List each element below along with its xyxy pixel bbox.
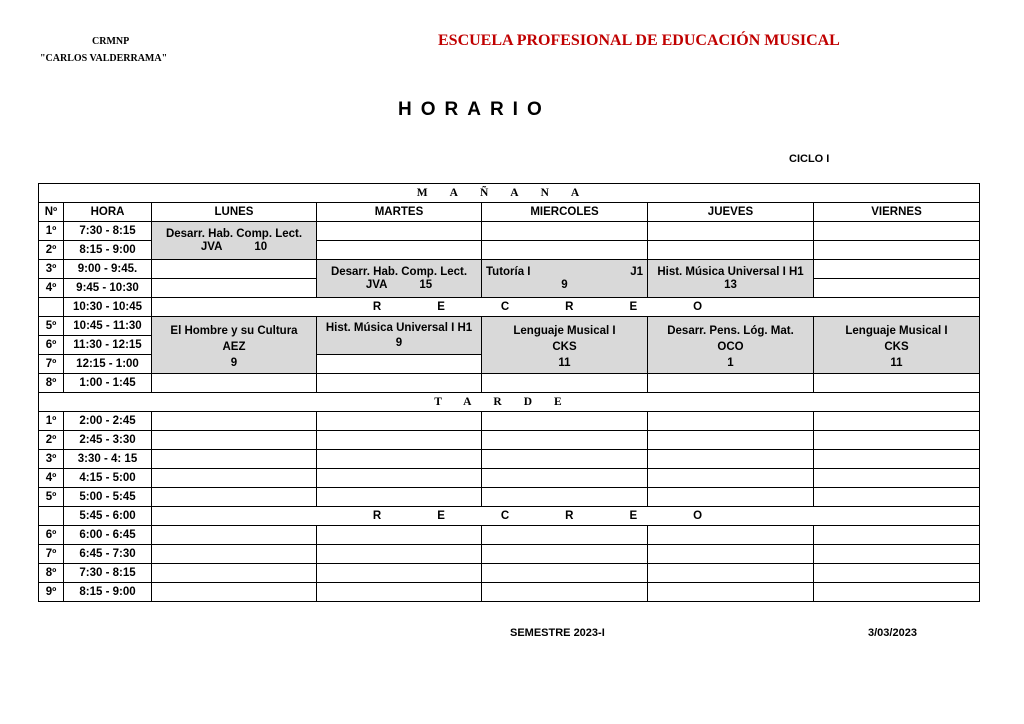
recess-label: RECREO <box>152 507 980 526</box>
table-row <box>39 412 980 431</box>
period-time: 10:45 - 11:30 <box>64 317 152 336</box>
col-header-wednesday: MIERCOLES <box>482 203 648 222</box>
empty-cell <box>814 526 980 545</box>
column-header-row <box>39 203 980 222</box>
empty-cell <box>317 450 482 469</box>
empty-cell <box>482 583 648 602</box>
document-date: 3/03/2023 <box>868 627 917 639</box>
course-name: Lenguaje Musical I <box>513 325 616 337</box>
empty-cell <box>152 431 317 450</box>
empty-cell <box>152 545 317 564</box>
col-header-friday: VIERNES <box>814 203 980 222</box>
table-row <box>39 488 980 507</box>
period-time: 5:45 - 6:00 <box>64 507 152 526</box>
course-teacher: CKS <box>552 341 577 353</box>
recess-label: RECREO <box>152 298 980 317</box>
empty-cell <box>814 583 980 602</box>
course-room: 1 <box>727 357 734 369</box>
period-time: 7:30 - 8:15 <box>64 564 152 583</box>
period-number: 5º <box>39 488 64 507</box>
course-room: 11 <box>890 357 903 369</box>
period-number: 8º <box>39 564 64 583</box>
recess-row <box>39 507 980 526</box>
period-number: 1º <box>39 412 64 431</box>
course-teacher: CKS <box>884 341 909 353</box>
period-number: 3º <box>39 450 64 469</box>
period-time: 6:45 - 7:30 <box>64 545 152 564</box>
empty-cell <box>152 412 317 431</box>
period-number: 2º <box>39 241 64 260</box>
period-number: 2º <box>39 431 64 450</box>
course-name: Hist. Música Universal I H1 <box>325 321 473 334</box>
course-name: Lenguaje Musical I <box>845 325 948 337</box>
period-time: 1:00 - 1:45 <box>64 374 152 393</box>
course-room: 13 <box>724 278 737 291</box>
course-room: 9 <box>230 357 238 369</box>
course-name: El Hombre y su Cultura <box>170 325 298 337</box>
period-time: 4:15 - 5:00 <box>64 469 152 488</box>
period-time: 8:15 - 9:00 <box>64 241 152 260</box>
course-name: Tutoría I <box>486 265 531 278</box>
recess-row <box>39 298 980 317</box>
empty-cell <box>648 431 814 450</box>
empty-cell <box>648 488 814 507</box>
empty-cell <box>317 431 482 450</box>
period-number: 4º <box>39 469 64 488</box>
course-cell <box>482 260 648 298</box>
page-title: HORARIO <box>398 99 551 120</box>
col-header-monday: LUNES <box>152 203 317 222</box>
table-row <box>39 450 980 469</box>
table-row <box>39 260 980 279</box>
course-cell <box>482 317 648 374</box>
table-row <box>39 545 980 564</box>
course-cell <box>317 317 482 355</box>
period-number: 7º <box>39 355 64 374</box>
institution-short: CRMNP <box>92 36 130 47</box>
empty-cell <box>482 545 648 564</box>
empty-cell <box>152 450 317 469</box>
empty-cell <box>648 564 814 583</box>
course-teacher: OCO <box>717 341 744 353</box>
empty-cell <box>152 564 317 583</box>
schedule-table <box>38 183 980 602</box>
period-time: 12:15 - 1:00 <box>64 355 152 374</box>
semester-label: SEMESTRE 2023-I <box>510 627 605 639</box>
empty-cell <box>482 374 648 393</box>
empty-cell <box>814 412 980 431</box>
period-number: 5º <box>39 317 64 336</box>
school-name: ESCUELA PROFESIONAL DE EDUCACIÓN MUSICAL <box>438 32 840 49</box>
period-number: 3º <box>39 260 64 279</box>
course-name: Desarr. Pens. Lóg. Mat. <box>667 325 794 337</box>
empty-cell <box>152 488 317 507</box>
empty-cell <box>482 488 648 507</box>
period-number <box>39 298 64 317</box>
empty-cell <box>814 450 980 469</box>
course-cell <box>152 222 317 260</box>
empty-cell <box>317 355 482 374</box>
course-room: 9 <box>395 336 403 349</box>
empty-cell <box>482 241 648 260</box>
empty-cell <box>648 412 814 431</box>
period-time: 5:00 - 5:45 <box>64 488 152 507</box>
empty-cell <box>648 374 814 393</box>
course-cell <box>814 317 980 374</box>
institution-name: "CARLOS VALDERRAMA" <box>40 53 168 64</box>
empty-cell <box>482 431 648 450</box>
empty-cell <box>482 412 648 431</box>
empty-cell <box>482 469 648 488</box>
period-number: 6º <box>39 336 64 355</box>
period-time: 2:45 - 3:30 <box>64 431 152 450</box>
course-name: Hist. Música Universal I H1 <box>657 265 804 278</box>
course-code: J1 <box>630 265 643 278</box>
empty-cell <box>317 545 482 564</box>
empty-cell <box>317 469 482 488</box>
period-number: 4º <box>39 279 64 298</box>
empty-cell <box>152 583 317 602</box>
empty-cell <box>814 564 980 583</box>
period-number <box>39 507 64 526</box>
cycle-label: CICLO I <box>789 153 830 165</box>
table-row <box>39 526 980 545</box>
empty-cell <box>317 583 482 602</box>
period-number: 9º <box>39 583 64 602</box>
empty-cell <box>814 469 980 488</box>
col-header-thursday: JUEVES <box>648 203 814 222</box>
empty-cell <box>482 222 648 241</box>
period-time: 7:30 - 8:15 <box>64 222 152 241</box>
empty-cell <box>648 222 814 241</box>
course-room: 10 <box>254 240 268 253</box>
course-teacher: AEZ <box>222 341 246 353</box>
table-row <box>39 583 980 602</box>
empty-cell <box>152 526 317 545</box>
table-row <box>39 222 980 241</box>
empty-cell <box>814 488 980 507</box>
empty-cell <box>152 374 317 393</box>
table-row <box>39 564 980 583</box>
course-room: 9 <box>561 278 568 291</box>
empty-cell <box>152 260 317 279</box>
period-number: 1º <box>39 222 64 241</box>
empty-cell <box>648 450 814 469</box>
course-cell <box>648 317 814 374</box>
period-time: 9:00 - 9:45. <box>64 260 152 279</box>
period-number: 6º <box>39 526 64 545</box>
col-header-tuesday: MARTES <box>317 203 482 222</box>
course-cell <box>648 260 814 298</box>
period-number: 8º <box>39 374 64 393</box>
empty-cell <box>648 469 814 488</box>
empty-cell <box>482 450 648 469</box>
table-row <box>39 317 980 336</box>
period-time: 3:30 - 4: 15 <box>64 450 152 469</box>
period-time: 9:45 - 10:30 <box>64 279 152 298</box>
col-header-number: Nº <box>39 203 64 222</box>
empty-cell <box>814 260 980 279</box>
course-room: 11 <box>558 357 571 369</box>
empty-cell <box>317 488 482 507</box>
empty-cell <box>152 279 317 298</box>
period-time: 6:00 - 6:45 <box>64 526 152 545</box>
empty-cell <box>814 241 980 260</box>
course-room: 15 <box>419 278 433 291</box>
empty-cell <box>317 526 482 545</box>
empty-cell <box>152 469 317 488</box>
period-time: 10:30 - 10:45 <box>64 298 152 317</box>
empty-cell <box>482 564 648 583</box>
afternoon-header: TARDE <box>39 393 980 412</box>
period-number: 7º <box>39 545 64 564</box>
empty-cell <box>814 222 980 241</box>
period-time: 8:15 - 9:00 <box>64 583 152 602</box>
table-row <box>39 374 980 393</box>
empty-cell <box>482 526 648 545</box>
course-cell <box>317 260 482 298</box>
table-row <box>39 431 980 450</box>
empty-cell <box>317 374 482 393</box>
empty-cell <box>317 222 482 241</box>
course-teacher: JVA <box>200 240 223 253</box>
empty-cell <box>648 241 814 260</box>
empty-cell <box>814 374 980 393</box>
course-cell <box>152 317 317 374</box>
period-time: 11:30 - 12:15 <box>64 336 152 355</box>
empty-cell <box>814 279 980 298</box>
empty-cell <box>317 412 482 431</box>
empty-cell <box>648 583 814 602</box>
course-name: Desarr. Hab. Comp. Lect. <box>165 227 303 240</box>
period-time: 2:00 - 2:45 <box>64 412 152 431</box>
col-header-time: HORA <box>64 203 152 222</box>
empty-cell <box>814 545 980 564</box>
empty-cell <box>317 564 482 583</box>
empty-cell <box>814 431 980 450</box>
table-row <box>39 469 980 488</box>
course-name: Desarr. Hab. Comp. Lect. <box>330 265 468 278</box>
empty-cell <box>648 526 814 545</box>
empty-cell <box>317 241 482 260</box>
course-teacher: JVA <box>365 278 388 291</box>
empty-cell <box>648 545 814 564</box>
morning-header: MAÑANA <box>39 184 980 203</box>
